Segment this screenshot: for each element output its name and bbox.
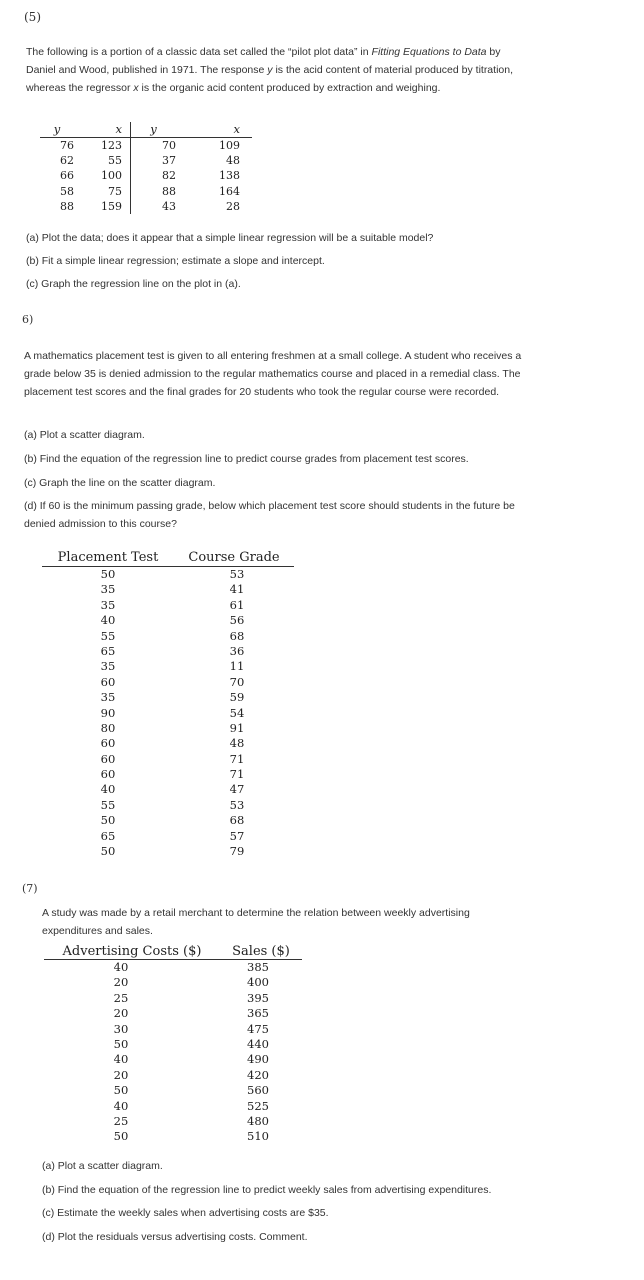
table-row bbox=[42, 582, 294, 597]
advertising-cost-cell: 20 bbox=[113, 975, 129, 990]
advertising-cost-cell: 20 bbox=[113, 1067, 129, 1082]
course-grade-cell: 70 bbox=[229, 674, 245, 689]
intro-text: The following is a portion of a classic data set called the “pilot plot data” in bbox=[26, 46, 372, 58]
course-grade-cell: 79 bbox=[229, 844, 245, 859]
advertising-cost-cell: 40 bbox=[113, 1098, 129, 1113]
advertising-cost-cell: 50 bbox=[113, 1036, 129, 1051]
table-row bbox=[44, 975, 302, 990]
table-cell: 159 bbox=[101, 199, 122, 213]
advertising-cost-cell: 50 bbox=[113, 1129, 129, 1144]
header-sales: Sales ($) bbox=[232, 944, 290, 959]
section-5-number: (5) bbox=[24, 10, 41, 24]
sales-cell: 400 bbox=[247, 975, 269, 990]
table-row bbox=[44, 1052, 302, 1067]
course-grade-cell: 61 bbox=[229, 597, 245, 612]
advertising-cost-cell: 25 bbox=[113, 1113, 129, 1128]
table-row bbox=[42, 690, 294, 705]
table-row bbox=[42, 598, 294, 613]
intro-text: is the acid content of material produced by titration, whereas the regressor bbox=[26, 64, 513, 94]
sales-cell: 395 bbox=[247, 990, 269, 1005]
advertising-sales-table bbox=[44, 943, 302, 1145]
sales-cell: 525 bbox=[247, 1098, 269, 1113]
table-row bbox=[42, 721, 294, 736]
course-grade-cell: 53 bbox=[229, 797, 245, 812]
table-header bbox=[40, 122, 252, 138]
table-row bbox=[42, 813, 294, 828]
table-row bbox=[44, 1099, 302, 1114]
placement-score-cell: 50 bbox=[100, 813, 116, 828]
table-cell: 58 bbox=[60, 184, 74, 198]
table-column-x1 bbox=[74, 138, 130, 214]
sales-cell: 480 bbox=[247, 1113, 269, 1128]
question-6b: (b) Find the equation of the regression line to predict course grades from placement test scores. bbox=[24, 453, 469, 465]
placement-score-cell: 65 bbox=[100, 643, 116, 658]
section-7-number: (7) bbox=[22, 882, 38, 895]
pilot-plot-table bbox=[40, 122, 252, 214]
placement-score-cell: 35 bbox=[100, 690, 116, 705]
placement-score-cell: 60 bbox=[100, 751, 116, 766]
section-6-intro: A mathematics placement test is given to all entering freshmen at a small college. A student who receives a grade below 35 is denied admission to the regular mathematics course and placed in a remedial class. The placement test scores and the final grades for 20 students who took the regular course were recorded. bbox=[24, 350, 522, 398]
sales-cell: 475 bbox=[247, 1021, 269, 1036]
table-body bbox=[40, 138, 252, 214]
course-grade-cell: 47 bbox=[229, 782, 245, 797]
course-grade-cell: 68 bbox=[229, 813, 245, 828]
table-cell: 43 bbox=[162, 199, 176, 213]
placement-score-cell: 35 bbox=[100, 597, 116, 612]
placement-score-cell: 60 bbox=[100, 767, 116, 782]
table-row bbox=[44, 960, 302, 975]
table-row bbox=[42, 752, 294, 767]
table-column-x2 bbox=[176, 138, 252, 214]
table-row bbox=[44, 1129, 302, 1144]
placement-score-cell: 80 bbox=[100, 720, 116, 735]
placement-score-cell: 55 bbox=[100, 797, 116, 812]
table-row bbox=[42, 798, 294, 813]
placement-score-cell: 40 bbox=[100, 613, 116, 628]
header-y: y bbox=[53, 122, 61, 136]
var-y: y bbox=[267, 64, 273, 76]
table-cell: 70 bbox=[162, 139, 176, 152]
table-cell: 55 bbox=[108, 154, 122, 168]
placement-score-cell: 50 bbox=[100, 844, 116, 859]
question-5c: (c) Graph the regression line on the plot in (a). bbox=[26, 278, 241, 290]
sales-cell: 385 bbox=[247, 960, 269, 974]
placement-score-cell: 55 bbox=[100, 628, 116, 643]
table-row bbox=[42, 613, 294, 628]
course-grade-cell: 68 bbox=[229, 628, 245, 643]
course-grade-cell: 36 bbox=[229, 643, 245, 658]
course-grade-cell: 59 bbox=[229, 690, 245, 705]
table-row bbox=[42, 629, 294, 644]
sales-cell: 365 bbox=[247, 1006, 269, 1021]
table-row bbox=[44, 1114, 302, 1129]
advertising-cost-cell: 50 bbox=[113, 1083, 129, 1098]
question-7a: (a) Plot a scatter diagram. bbox=[42, 1160, 163, 1172]
advertising-cost-cell: 25 bbox=[113, 990, 129, 1005]
course-grade-cell: 71 bbox=[229, 751, 245, 766]
section-6-number: 6) bbox=[22, 313, 34, 326]
table-row bbox=[42, 844, 294, 859]
section-5-intro bbox=[26, 43, 526, 97]
advertising-cost-cell: 30 bbox=[113, 1021, 129, 1036]
header-placement-test: Placement Test bbox=[57, 550, 159, 565]
question-6d: (d) If 60 is the minimum passing grade, below which placement test score should students in the future be denied admission to this course? bbox=[24, 500, 515, 530]
placement-score-cell: 50 bbox=[100, 567, 116, 581]
table-row bbox=[44, 1037, 302, 1052]
question-5a: (a) Plot the data; does it appear that a simple linear regression will be a suitable model? bbox=[26, 232, 434, 244]
course-grade-cell: 71 bbox=[229, 767, 245, 782]
question-6c: (c) Graph the line on the scatter diagram. bbox=[24, 477, 216, 489]
table-cell: 138 bbox=[219, 169, 240, 183]
header-advertising-costs: Advertising Costs ($) bbox=[62, 944, 202, 959]
advertising-cost-cell: 40 bbox=[113, 1052, 129, 1067]
question-7b: (b) Find the equation of the regression line to predict weekly sales from advertising expenditures. bbox=[42, 1184, 492, 1196]
var-x: x bbox=[133, 82, 139, 94]
table-row bbox=[44, 1068, 302, 1083]
header-course-grade: Course Grade bbox=[188, 550, 280, 565]
course-grade-cell: 57 bbox=[229, 828, 245, 843]
placement-score-cell: 60 bbox=[100, 736, 116, 751]
table-cell: 100 bbox=[101, 169, 122, 183]
table-row bbox=[42, 782, 294, 797]
table-row bbox=[42, 567, 294, 582]
placement-grades-table bbox=[42, 549, 294, 859]
placement-score-cell: 35 bbox=[100, 659, 116, 674]
table-column-y1 bbox=[40, 138, 74, 214]
table-row bbox=[42, 767, 294, 782]
course-grade-cell: 91 bbox=[229, 720, 245, 735]
advertising-cost-cell: 40 bbox=[113, 960, 129, 974]
table-row bbox=[42, 675, 294, 690]
table-cell: 164 bbox=[219, 184, 240, 198]
placement-score-cell: 40 bbox=[100, 782, 116, 797]
table-header bbox=[42, 549, 294, 567]
sales-cell: 420 bbox=[247, 1067, 269, 1082]
table-row bbox=[44, 1022, 302, 1037]
table-body bbox=[44, 960, 302, 1145]
table-cell: 75 bbox=[108, 184, 122, 198]
intro-text: by Daniel and Wood, published in 1971. The response bbox=[26, 46, 501, 76]
table-cell: 123 bbox=[101, 139, 122, 152]
table-cell: 48 bbox=[226, 154, 240, 168]
table-row bbox=[42, 829, 294, 844]
table-row bbox=[42, 644, 294, 659]
course-grade-cell: 48 bbox=[229, 736, 245, 751]
question-7c: (c) Estimate the weekly sales when advertising costs are $35. bbox=[42, 1207, 329, 1219]
placement-score-cell: 60 bbox=[100, 674, 116, 689]
table-cell: 88 bbox=[60, 199, 74, 213]
course-grade-cell: 54 bbox=[229, 705, 245, 720]
table-cell: 82 bbox=[162, 169, 176, 183]
table-cell: 88 bbox=[162, 184, 176, 198]
header-x: x bbox=[233, 122, 240, 136]
table-cell: 28 bbox=[226, 199, 240, 213]
table-cell: 66 bbox=[60, 169, 74, 183]
table-cell: 62 bbox=[60, 154, 74, 168]
advertising-cost-cell: 20 bbox=[113, 1006, 129, 1021]
book-title: Fitting Equations to Data bbox=[371, 46, 487, 58]
course-grade-cell: 53 bbox=[229, 567, 245, 581]
table-row bbox=[44, 991, 302, 1006]
placement-score-cell: 35 bbox=[100, 582, 116, 597]
section-7-intro: A study was made by a retail merchant to determine the relation between weekly advertising expenditures and sales. bbox=[42, 907, 470, 937]
table-row bbox=[42, 659, 294, 674]
course-grade-cell: 11 bbox=[229, 659, 245, 674]
course-grade-cell: 41 bbox=[229, 582, 245, 597]
question-7d: (d) Plot the residuals versus advertising costs. Comment. bbox=[42, 1231, 308, 1243]
intro-text: is the organic acid content produced by extraction and weighing. bbox=[138, 82, 441, 94]
table-row bbox=[44, 1083, 302, 1098]
table-cell: 76 bbox=[60, 139, 74, 152]
placement-score-cell: 90 bbox=[100, 705, 116, 720]
question-6a: (a) Plot a scatter diagram. bbox=[24, 429, 145, 441]
table-row bbox=[42, 736, 294, 751]
table-column-y2 bbox=[130, 138, 176, 214]
sales-cell: 510 bbox=[247, 1129, 269, 1144]
table-body bbox=[42, 567, 294, 859]
table-cell: 109 bbox=[219, 139, 240, 152]
sales-cell: 560 bbox=[247, 1083, 269, 1098]
header-x: x bbox=[115, 122, 122, 136]
table-cell: 37 bbox=[162, 154, 176, 168]
question-5b: (b) Fit a simple linear regression; estimate a slope and intercept. bbox=[26, 255, 325, 267]
table-header bbox=[44, 943, 302, 960]
header-y: y bbox=[130, 122, 176, 137]
placement-score-cell: 65 bbox=[100, 828, 116, 843]
sales-cell: 440 bbox=[247, 1036, 269, 1051]
table-row bbox=[44, 1006, 302, 1021]
table-row bbox=[42, 706, 294, 721]
sales-cell: 490 bbox=[247, 1052, 269, 1067]
course-grade-cell: 56 bbox=[229, 613, 245, 628]
